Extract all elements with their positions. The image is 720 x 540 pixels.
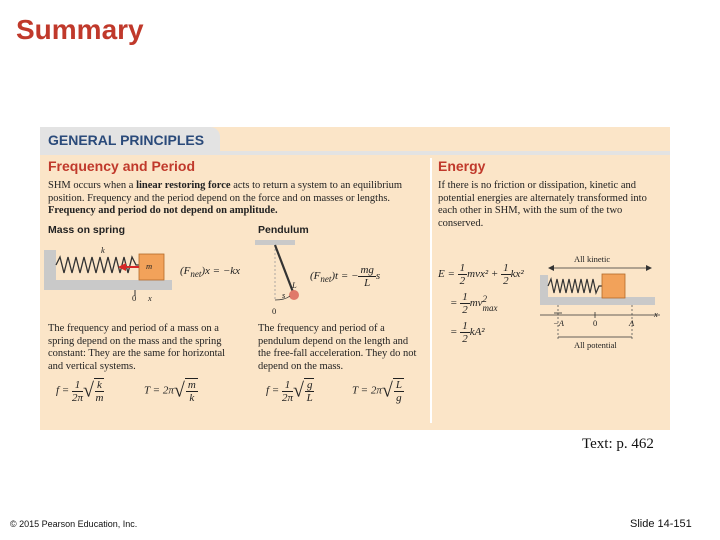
spring-period-formula: T = 2π√ $\frac{m}{k}$ (144, 379, 196, 404)
tick-A: A (629, 318, 635, 328)
spring-diagram (44, 240, 174, 302)
frequency-period-heading: Frequency and Period (48, 158, 196, 174)
pendulum-diagram (255, 240, 315, 315)
energy-heading: Energy (438, 158, 486, 174)
spring-x-label: x (148, 293, 152, 303)
tab-strip (40, 151, 670, 155)
spring-origin-label: 0 (132, 293, 137, 303)
pendulum-frequency-formula: f = $\frac{1}{2\pi}$ √ $\frac{g}{L}$ (266, 378, 313, 404)
pendulum-L-label: L (292, 280, 297, 290)
energy-equation-line2: = $\frac{1}{2}$ mv 2 max (450, 291, 498, 316)
spring-k-label: k (101, 245, 105, 255)
general-principles-tab: GENERAL PRINCIPLES (40, 127, 220, 151)
energy-diagram (540, 255, 665, 350)
spring-explanation-text: The frequency and period of a mass on a spring depend on the mass and the spring constant: They are the same for horizontal and vertical systems. (48, 323, 226, 372)
copyright-notice: © 2015 Pearson Education, Inc. (10, 519, 138, 529)
energy-equation-line1: E = $\frac{1}{2}$ mvx² + $\frac{1}{2}$ kx² (438, 262, 524, 287)
spring-force-equation: $(F_{net})x = -kx$ (180, 265, 241, 280)
shm-intro-text: SHM occurs when a linear restoring force acts to return a system to an equilibrium position. Frequency and the period depend on the force and on masses or lengths. Frequency and period do not depend on amplitude. (48, 180, 403, 217)
pendulum-heading: Pendulum (258, 224, 309, 236)
pendulum-period-formula: T = 2π√ $\frac{L}{g}$ (352, 379, 402, 404)
pendulum-explanation-text: The frequency and period of a pendulum depend on the length and the free-fall acceleration. They do not depend on the mass. (258, 323, 417, 372)
energy-axis-x-label: x (654, 309, 658, 319)
spring-frequency-formula: f = $\frac{1}{2\pi}$ √ $\frac{k}{m}$ (56, 378, 104, 404)
mass-m-label: m (146, 261, 153, 271)
all-potential-label: All potential (574, 340, 617, 350)
tick-zero: 0 (593, 318, 598, 328)
text-reference: Text: p. 462 (582, 436, 654, 452)
tick-neg-A: −A (553, 318, 564, 328)
column-divider (430, 158, 432, 423)
energy-equation-line3: = $\frac{1}{2}$ kA² (450, 320, 485, 345)
slide-title: Summary (16, 14, 144, 45)
mass-on-spring-heading: Mass on spring (48, 224, 126, 236)
energy-text: If there is no friction or dissipation, kinetic and potential energies are alternately transformed into each other in SHM, with the sum of the two conserved. (438, 180, 647, 229)
pendulum-s-label: s (282, 290, 286, 300)
pendulum-force-equation: $(F_{net})t$ = − $\frac{mg}{L}$ s (310, 264, 381, 289)
pendulum-origin-label: 0 (272, 306, 277, 316)
all-kinetic-label: All kinetic (574, 254, 611, 264)
slide-number: Slide 14-151 (630, 518, 692, 530)
